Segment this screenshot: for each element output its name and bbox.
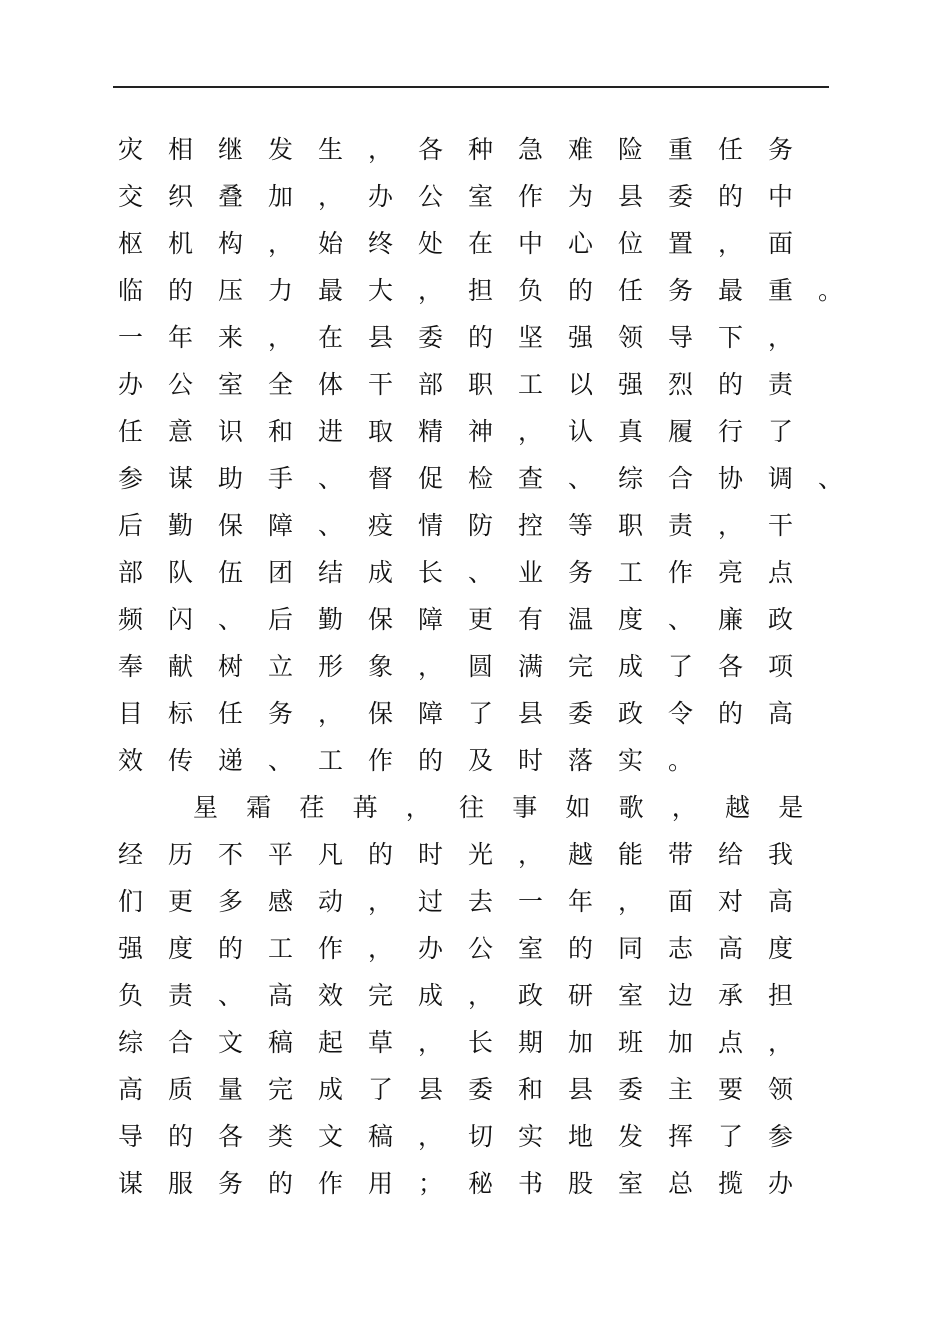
text-line: 导的各类文稿，切实地发挥了参: [118, 1122, 819, 1151]
text-line: 任意识和进取精神，认真履行了: [118, 417, 819, 446]
paragraph-start-line: 星霜荏苒，往事如歌，越是: [193, 793, 832, 822]
text-line: 奉献树立形象，圆满完成了各项: [118, 652, 819, 681]
header-rule: [113, 86, 829, 88]
text-line: 灾相继发生，各种急难险重任务: [118, 135, 819, 164]
text-line: 目标任务，保障了县委政令的高: [118, 699, 819, 728]
text-line: 们更多感动，过去一年，面对高: [118, 887, 819, 916]
text-line: 办公室全体干部职工以强烈的责: [118, 370, 819, 399]
text-line: 一年来，在县委的坚强领导下，: [118, 323, 819, 352]
text-line: 强度的工作，办公室的同志高度: [118, 934, 819, 963]
text-line: 综合文稿起草，长期加班加点，: [118, 1028, 819, 1057]
text-line: 部队伍团结成长、业务工作亮点: [118, 558, 819, 587]
text-line: 效传递、工作的及时落实。: [118, 746, 719, 775]
document-body: [118, 126, 869, 1207]
text-line: 频闪、后勤保障更有温度、廉政: [118, 605, 819, 634]
text-line: 负责、高效完成，政研室边承担: [118, 981, 819, 1010]
text-line: 枢机构，始终处在中心位置，面: [118, 229, 819, 258]
text-line: 交织叠加，办公室作为县委的中: [118, 182, 819, 211]
text-line: 临的压力最大，担负的任务最重。: [118, 276, 869, 305]
text-line: 参谋助手、督促检查、综合协调、: [118, 464, 869, 493]
text-line: 谋服务的作用；秘书股室总揽办: [118, 1169, 819, 1198]
text-line: 后勤保障、疫情防控等职责，干: [118, 511, 819, 540]
text-line: 经历不平凡的时光，越能带给我: [118, 840, 819, 869]
text-line: 高质量完成了县委和县委主要领: [118, 1075, 819, 1104]
